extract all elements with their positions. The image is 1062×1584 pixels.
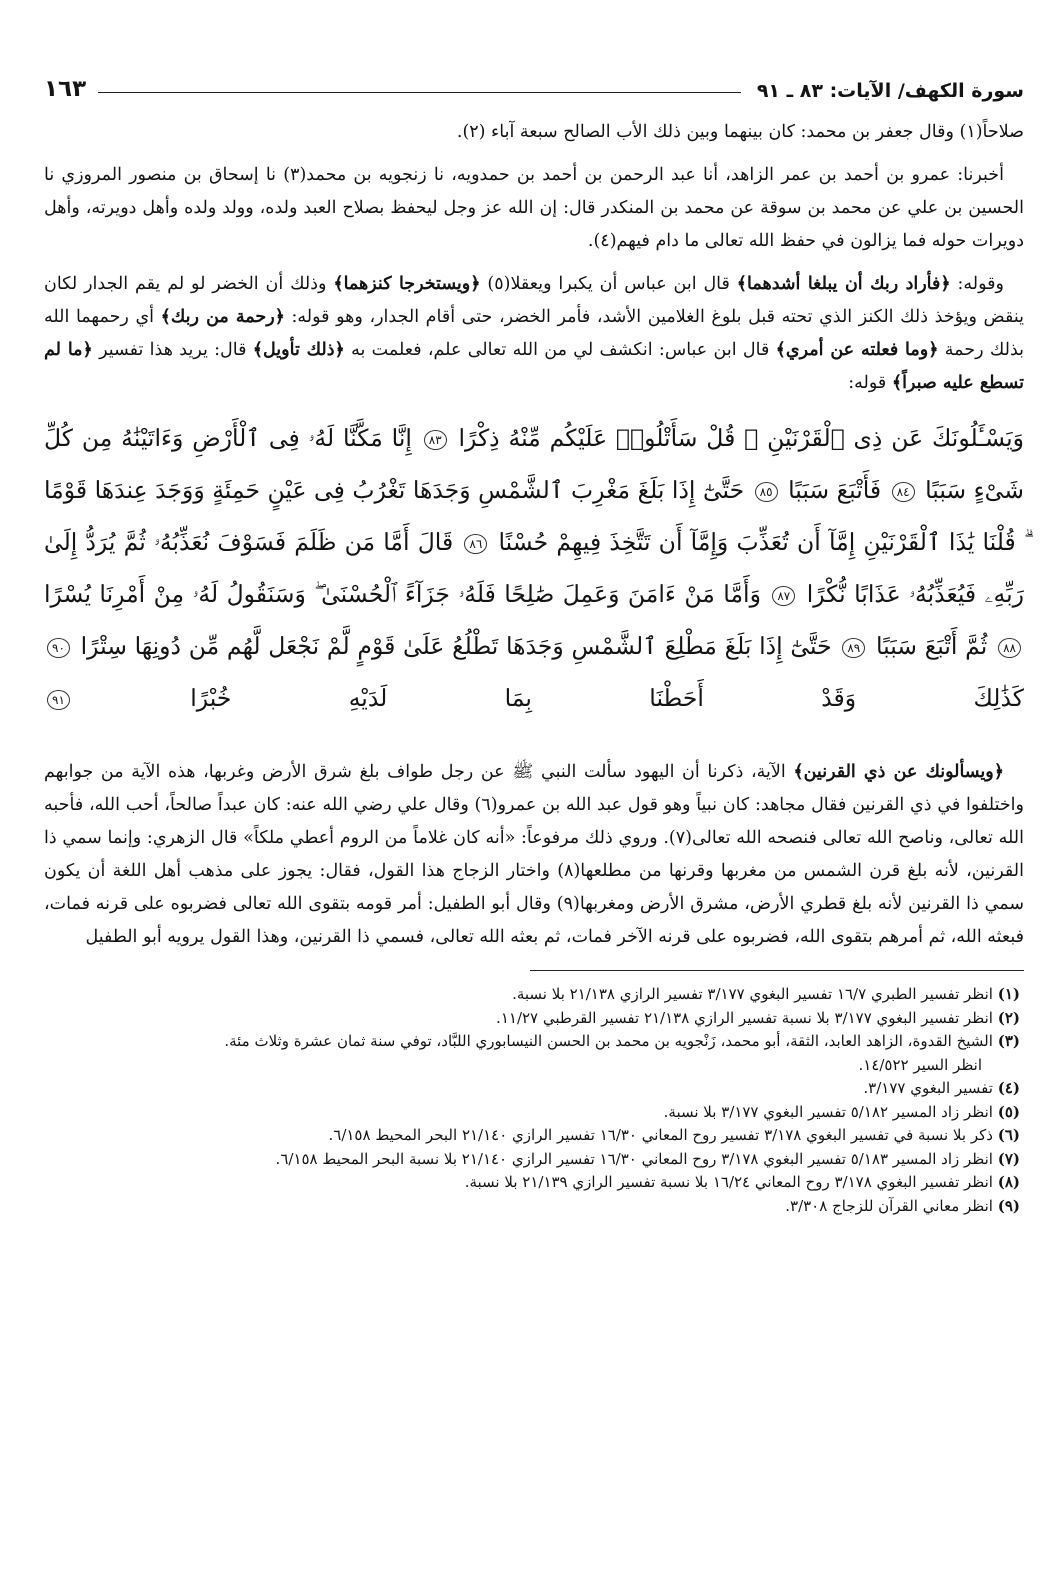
footnotes [44,983,1024,1218]
p3-quote-6: ﴿ما لم تسطع عليه صبراً﴾ [44,340,1024,393]
ayah-85-text: فَأَتْبَعَ سَبَبًا [788,476,882,504]
footnote-number: (٥) [997,1102,1020,1121]
ayah-88-text: وَأَمَّا مَنْ ءَامَنَ وَعَمِلَ صَٰلِحًا فَلَهُۥ جَزَآءً ٱلْحُسْنَىٰ ۖ وَسَنَقُولُ لَهُۥ مِنْ أَمْرِنَا يُسْرًا [44,580,761,608]
ayah-marker-86: ٨٦ [464,534,487,554]
p3-text-7: قوله: [848,373,892,393]
footnote-number: (٢) [997,1008,1020,1027]
footnote-text: انظر تفسير البغوي ٣/١٧٨ روح المعاني ١٦/٢٤ بلا نسبة تفسير الرازي ٢١/١٣٩ بلا نسبة. [464,1173,993,1191]
footnote-text: انظر زاد المسير ٥/١٨٣ تفسير البغوي ٣/١٧٨ روح المعاني ١٦/٣٠ تفسير الرازي ٢١/١٤٠ بلا نسبة البحر المحيط ٦/١٥٨. [275,1149,993,1168]
footnote-4 [44,1077,1020,1101]
footnote-8 [44,1171,1020,1195]
page-header [44,70,1024,102]
p3-text-3: وذلك أن الخضر لو لم يقم الجدار لكان ينقض ويؤخذ ذلك الكنز الذي تحته قبل بلوغ الغلامين الأشد، فأمر الخضر، حتى أقام الجدار، وهو قوله: [44,274,1024,327]
ayah-84-text: إِنَّا مَكَّنَّا لَهُۥ فِى ٱلْأَرْضِ وَءَاتَيْنَٰهُ مِن كُلِّ شَىْءٍ سَبَبًا [44,424,1024,504]
footnote-number: (٦) [997,1126,1020,1144]
book-page [44,70,1024,1560]
paragraph-3 [44,268,1024,400]
footnote-text: انظر تفسير البغوي ٣/١٧٧ بلا نسبة تفسير الرازي ٢١/١٣٨ تفسير القرطبي ١١/٢٧. [496,1008,993,1027]
paragraph-1: صلاحاً(١) وقال جعفر بن محمد: كان بينهما وبين ذلك الأب الصالح سبعة آباء (٢). [456,122,1024,142]
footnote-6 [44,1124,1020,1148]
running-head-title: سورة الكهف/ الآيات: ٨٣ ـ ٩١ [756,80,1024,102]
p3-quote-1: ﴿فأراد ربك أن يبلغا أشدهما﴾ [736,274,951,294]
footnote-number: (١) [997,985,1020,1003]
footnote-3 [44,1030,1020,1054]
p3-text-2: قال ابن عباس أن يكبرا ويعقلا(٥) [480,274,737,294]
footnote-number: (٤) [997,1079,1020,1097]
p4-text-1: الآية، ذكرنا أن اليهود سألت النبي ﷺ عن رجل طواف بلغ شرق الأرض وغربها، هذه الآية من جوابهم واختلفوا في ذي القرنين فقال مجاهد: كان نبياً وهو قول عبد الله بن عمرو(٦) وقال علي رضي الله عنه: كان عبداً صالحاً، أحب الله، فأحبه الله تعالى، وناصح الله تعالى فنصحه الله تعالى(٧). وروي ذلك مرفوعاً: «أنه كان غلاماً من الروم أعطي ملكاً» قال الزهري: وإنما سمي ذا القرنين، لأنه بلغ قرن الشمس من مغربها وقرنها من مطلعها(٨) واختار الزجاج هذا القول، فقال: يجوز على مذهب أهل اللغة أن يكون سمي ذا القرنين لأنه بلغ قطري الأرض، مشرق الأرض ومغربها(٩) وقال أبو الطفيل: أمر قومه بتقوى الله تعالى فضربوه على قرنه فمات، فبعثه الله، ثم أمرهم بتقوى الله، فضربوه على قرنه الآخر فمات، ثم بعثه الله تعالى، فسمي ذا القرنين، وهذا القول يرويه أبو الطفيل [44,762,1024,947]
ayah-marker-90: ٩٠ [47,638,70,658]
ayah-83-text: وَيَسْـَٔلُونَكَ عَن ذِى ٱلْقَرْنَيْنِ ۖ قُلْ سَأَتْلُوا۟ عَلَيْكُم مِّنْهُ ذِكْرًا [458,424,1024,452]
ayah-91-text: كَذَٰلِكَ وَقَدْ أَحَطْنَا بِمَا لَدَيْهِ خُبْرًا [190,684,1024,712]
ayah-marker-84: ٨٤ [892,482,915,502]
footnote-5 [44,1101,1020,1125]
footnote-text: انظر معاني القرآن للزجاج ٣/٣٠٨. [785,1196,993,1215]
ayah-marker-87: ٨٧ [772,586,795,606]
footnote-text: انظر تفسير الطبري ١٦/٧ تفسير البغوي ٣/١٧٧ تفسير الرازي ٢١/١٣٨ بلا نسبة. [512,985,993,1003]
p3-quote-3: ﴿رحمة من ربك﴾ [160,307,285,327]
p4-quote-1: ﴿ويسألونك عن ذي القرنين﴾ [793,762,1004,782]
paragraph-4 [44,756,1024,954]
page-number: ١٦٣ [44,76,87,102]
ayah-87-text: قَالَ أَمَّا مَن ظَلَمَ فَسَوْفَ نُعَذِّبُهُۥ ثُمَّ يُرَدُّ إِلَىٰ رَبِّهِۦ فَيُعَذِّبُهُۥ عَذَابًا نُّكْرًا [44,528,1024,608]
p3-quote-5: ﴿ذلك تأويل﴾ [252,340,345,360]
footnote-3-continued: انظر السير ١٤/٥٢٢. [858,1055,982,1074]
p3-quote-2: ﴿ويستخرجا كنزهما﴾ [333,274,481,294]
ayah-90-text: حَتَّىٰٓ إِذَا بَلَغَ مَطْلِعَ ٱلشَّمْسِ وَجَدَهَا تَطْلُعُ عَلَىٰ قَوْمٍ لَّمْ نَجْعَل لَّهُم مِّن دُونِهَا سِتْرًا [80,632,832,660]
footnote-rule [530,970,1024,971]
footnote-2 [44,1007,1020,1031]
ayah-marker-83: ٨٣ [424,430,447,450]
footnote-9 [44,1195,1020,1219]
footnote-1 [44,983,1020,1007]
header-rule [98,92,741,93]
ayah-86-text: حَتَّىٰٓ إِذَا بَلَغَ مَغْرِبَ ٱلشَّمْسِ وَجَدَهَا تَغْرُبُ فِى عَيْنٍ حَمِئَةٍ وَوَجَدَ عِندَهَا قَوْمًا ۗ قُلْنَا يَٰذَا ٱلْقَرْنَيْنِ إِمَّآ أَن تُعَذِّبَ وَإِمَّآ أَن تَتَّخِذَ فِيهِمْ حُسْنًا [44,476,1024,556]
quran-verses [44,412,1024,724]
footnote-text: انظر زاد المسير ٥/١٨٢ تفسير البغوي ٣/١٧٧ بلا نسبة. [663,1102,993,1121]
footnote-number: (٨) [997,1173,1020,1191]
p3-text-4: أي رحمهما الله بذلك رحمة [44,307,1024,360]
ayah-89-text: ثُمَّ أَتْبَعَ سَبَبًا [875,632,988,660]
footnote-7 [44,1148,1020,1172]
paragraph-2: أخبرنا: عمرو بن أحمد بن عمر الزاهد، أنا عبد الرحمن بن أحمد بن حمدويه، نا زنجويه بن محمد(٣) نا إسحاق بن منصور المروزي نا الحسين بن علي عن محمد بن سوقة عن محمد بن المنكدر قال: إن الله عز وجل ليحفظ بصلاح العبد ولده، وولد ولده وأهل دويرته، وأهل دويرات حوله فما يزالون في حفظ الله تعالى ما دام فيهم(٤). [44,165,1024,251]
footnote-number: (٧) [997,1149,1020,1168]
ayah-marker-85: ٨٥ [755,482,778,502]
p3-text-6: قال: يريد هذا تفسير [92,340,253,360]
footnote-text: ذكر بلا نسبة في تفسير البغوي ٣/١٧٨ تفسير روح المعاني ١٦/٣٠ تفسير الرازي ٢١/١٤٠ البحر المحيط ٦/١٥٨. [328,1126,993,1144]
footnote-text: الشيخ القدوة، الزاهد العابد، الثقة، أبو محمد، زَنْجويه بن محمد بن الحسن النيسابوري اللبَّاد، توفي سنة ثمان عشرة وثلاث مئة. [224,1032,993,1050]
p3-text-5: قال ابن عباس: انكشف لي من الله تعالى علم، فعلمت به [344,340,776,360]
footnote-number: (٣) [997,1032,1020,1050]
ayah-marker-88: ٨٨ [998,638,1021,658]
footnote-number: (٩) [997,1196,1020,1215]
p3-text-1: وقوله: [950,274,1004,294]
footnote-text: تفسير البغوي ٣/١٧٧. [863,1079,993,1097]
ayah-marker-89: ٨٩ [842,638,865,658]
p3-quote-4: ﴿وما فعلته عن أمري﴾ [775,340,939,360]
ayah-marker-91: ٩١ [47,690,70,710]
